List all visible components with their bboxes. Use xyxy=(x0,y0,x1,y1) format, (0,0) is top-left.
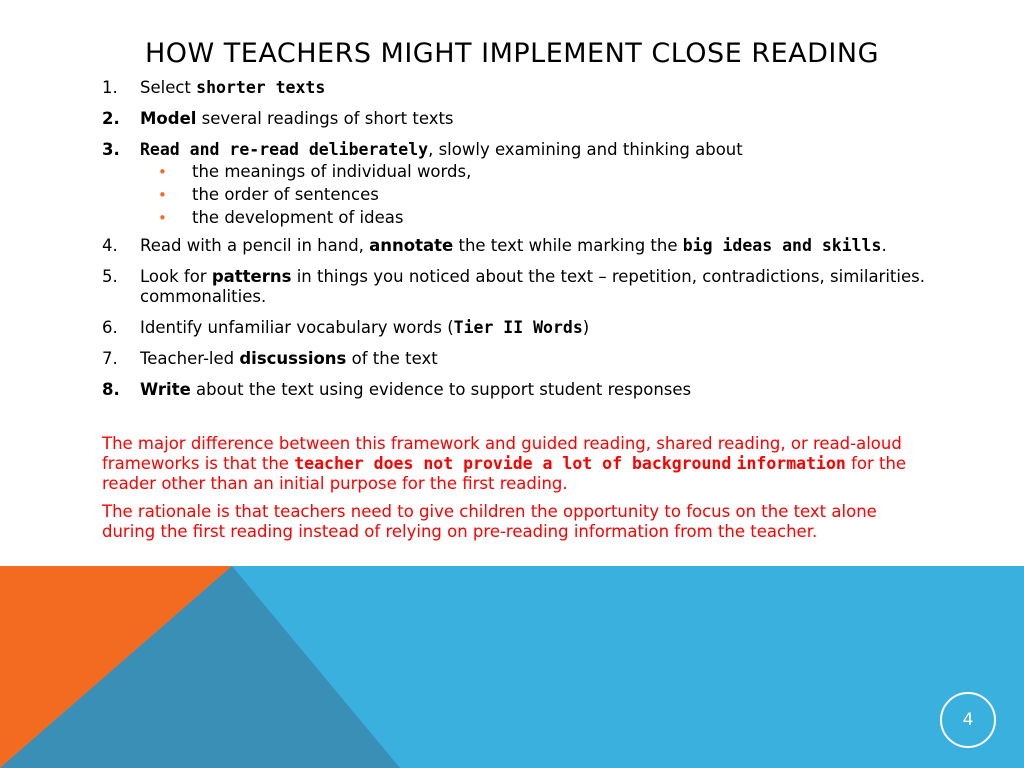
list-item-3 xyxy=(102,140,932,160)
note-paragraph-1 xyxy=(102,434,912,494)
list-number: 3. xyxy=(102,140,120,159)
list-text-plain: of the text xyxy=(346,349,438,368)
list-text xyxy=(140,380,932,400)
list-text-bold: Model xyxy=(140,109,197,128)
list-number: 7. xyxy=(102,349,118,368)
list-text-plain: Read with a pencil in hand, xyxy=(140,236,370,255)
list-text-plain: Teacher-led xyxy=(140,349,240,368)
list-text-bold: discussions xyxy=(239,349,347,368)
list-item-7 xyxy=(102,349,932,369)
list-item-8 xyxy=(102,380,932,400)
list-text xyxy=(140,78,932,98)
list-text-bold: shorter texts xyxy=(196,78,326,97)
sub-bullet-list xyxy=(102,162,932,228)
list-text-bold: annotate xyxy=(369,236,454,255)
list-text-plain: about the text using evidence to support student responses xyxy=(190,380,692,399)
list-number: 5. xyxy=(102,267,118,286)
list-text-plain: , slowly examining and thinking about xyxy=(428,140,743,159)
page-number-badge: 4 xyxy=(940,692,996,748)
sub-bullet-item: • the meanings of individual words, xyxy=(158,162,932,182)
list-text-bold: Write xyxy=(140,380,191,399)
list-item-4 xyxy=(102,236,932,256)
notes-block xyxy=(102,434,912,542)
list-number: 2. xyxy=(102,109,120,128)
list-text xyxy=(140,236,932,256)
list-text xyxy=(140,109,932,129)
list-number: 6. xyxy=(102,318,118,337)
list-number: 4. xyxy=(102,236,118,255)
note-text-bold: information xyxy=(736,454,846,473)
list-text xyxy=(140,318,932,338)
note-paragraph-2: The rationale is that teachers need to give children the opportunity to focus on the text alone during the first reading instead of relying on pre-reading information from the teacher. xyxy=(102,502,877,541)
list-text xyxy=(140,349,932,369)
list-text-bold: Read and re-read deliberately xyxy=(140,140,429,159)
note-text: for the reader other than an initial purpose for the first reading. xyxy=(102,454,907,493)
note-text: The major difference between this framework and guided reading, shared reading, or read-aloud frameworks is that the xyxy=(102,434,902,473)
list-text-plain: ) xyxy=(582,318,590,337)
list-item-6 xyxy=(102,318,932,338)
list-item-1 xyxy=(102,78,932,98)
list-text-bold: patterns xyxy=(211,267,292,286)
list-number: 1. xyxy=(102,78,118,97)
list-number: 8. xyxy=(102,380,120,399)
list-text-bold: Tier II Words xyxy=(453,318,583,337)
list-text-bold: big ideas and skills xyxy=(682,236,882,255)
list-item-5 xyxy=(102,267,932,307)
list-text-plain: several readings of short texts xyxy=(196,109,454,128)
list-text xyxy=(140,140,932,160)
decorative-background xyxy=(0,566,1024,768)
list-text-plain: Look for xyxy=(140,267,212,286)
sub-bullet-item: • the order of sentences xyxy=(158,185,932,205)
list-text-plain: . xyxy=(881,236,887,255)
list-text-plain: Select xyxy=(140,78,197,97)
list-item-2 xyxy=(102,109,932,129)
slide-content xyxy=(102,78,932,550)
slide-title: HOW TEACHERS MIGHT IMPLEMENT CLOSE READING xyxy=(144,38,880,69)
note-text-bold: teacher does not provide a lot of background xyxy=(294,454,732,473)
list-text-plain: the text while marking the xyxy=(453,236,683,255)
list-text xyxy=(140,267,932,307)
sub-bullet-item: • the development of ideas xyxy=(158,208,932,228)
list-text-plain: Identify unfamiliar vocabulary words ( xyxy=(140,318,454,337)
list-text-plain: in things you noticed about the text – repetition, contradictions, similarities. commonalities. xyxy=(140,267,925,306)
